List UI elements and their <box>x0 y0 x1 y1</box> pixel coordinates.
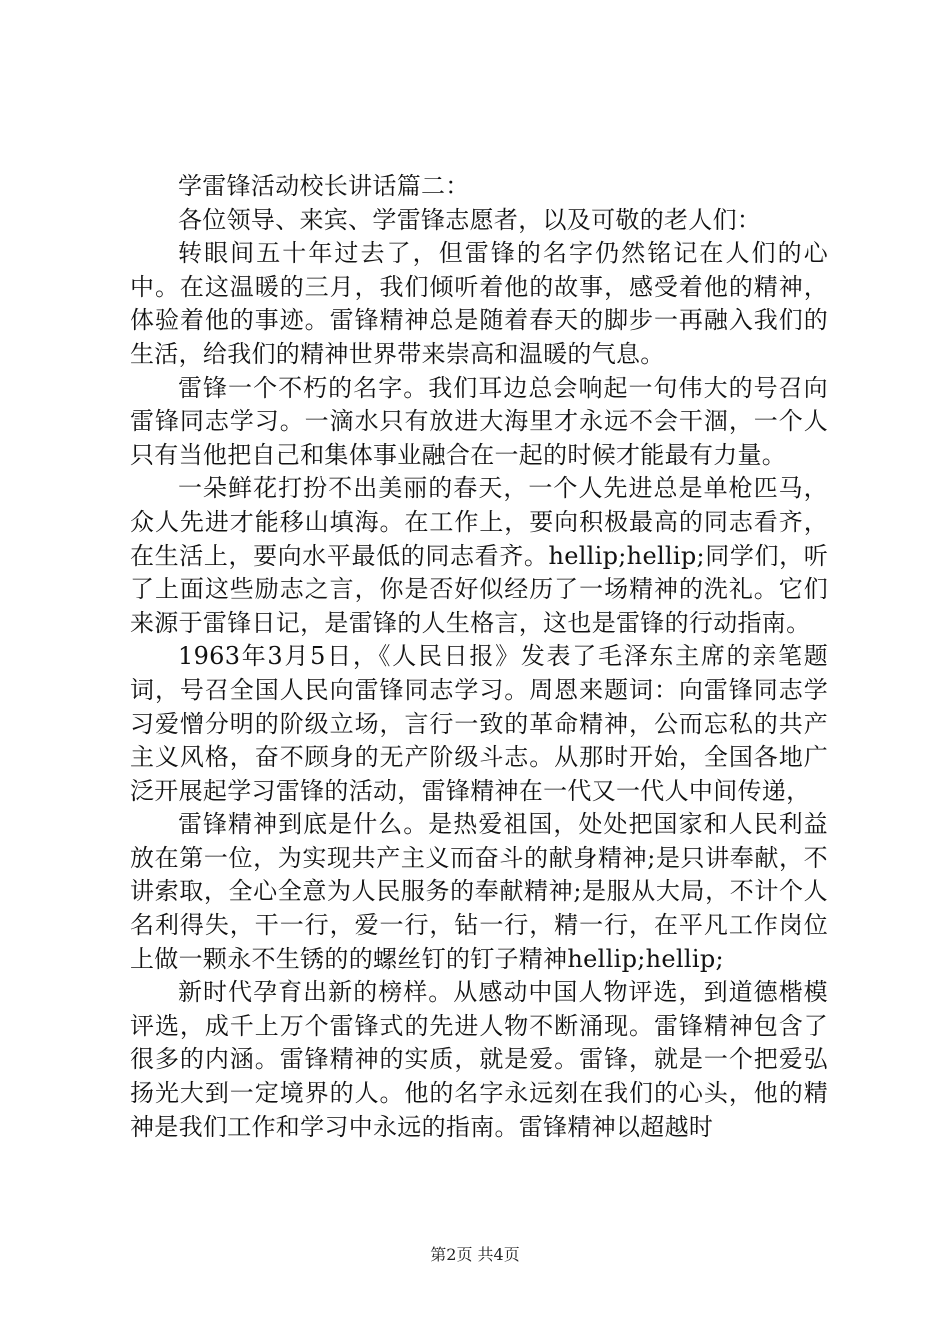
paragraph: 1963年3月5日，《人民日报》发表了毛泽东主席的亲笔题词，号召全国人民向雷锋同志学习。周恩来题词：向雷锋同志学习爱憎分明的阶级立场，言行一致的革命精神，公而忘私的共产主义风格，奋不顾身的无产阶级斗志。从那时开始，全国各地广泛开展起学习雷锋的活动，雷锋精神在一代又一代人中间传递， <box>130 642 828 805</box>
document-body <box>130 170 828 1144</box>
paragraph-salutation: 各位领导、来宾、学雷锋志愿者，以及可敬的老人们： <box>178 205 762 234</box>
page-number-footer: 第2页 共4页 <box>430 1245 520 1264</box>
paragraph: 转眼间五十年过去了，但雷锋的名字仍然铭记在人们的心中。在这温暖的三月，我们倾听着他的故事，感受着他的精神，体验着他的事迹。雷锋精神总是随着春天的脚步一再融入我们的生活，给我们的精神世界带来崇高和温暖的气息。 <box>130 239 828 368</box>
paragraph: 雷锋精神到底是什么。是热爱祖国，处处把国家和人民利益放在第一位，为实现共产主义而奋斗的献身精神;是只讲奉献，不讲索取，全心全意为人民服务的奉献精神;是服从大局，不计个人名利得失，干一行，爱一行，钻一行，精一行，在平凡工作岗位上做一颗永不生锈的的螺丝钉的钉子精神hellip;hellip; <box>130 810 828 973</box>
paragraph: 雷锋一个不朽的名字。我们耳边总会响起一句伟大的号召向雷锋同志学习。一滴水只有放进大海里才永远不会干涸，一个人只有当他把自己和集体事业融合在一起的时候才能最有力量。 <box>130 373 828 469</box>
paragraph-title: 学雷锋活动校长讲话篇二： <box>178 172 470 200</box>
paragraph: 新时代孕育出新的榜样。从感动中国人物评选，到道德楷模评选，成千上万个雷锋式的先进人物不断涌现。雷锋精神包含了很多的内涵。雷锋精神的实质，就是爱。雷锋，就是一个把爱弘扬光大到一定境界的人。他的名字永远刻在我们的心头，他的精神是我们工作和学习中永远的指南。雷锋精神以超越时 <box>130 978 828 1141</box>
paragraph: 一朵鲜花打扮不出美丽的春天，一个人先进总是单枪匹马，众人先进才能移山填海。在工作上，要向积极最高的同志看齐，在生活上，要向水平最低的同志看齐。hellip;hellip;同学们，听了上面这些励志之言，你是否好似经历了一场精神的洗礼。它们来源于雷锋日记，是雷锋的人生格言，这也是雷锋的行动指南。 <box>130 474 828 637</box>
